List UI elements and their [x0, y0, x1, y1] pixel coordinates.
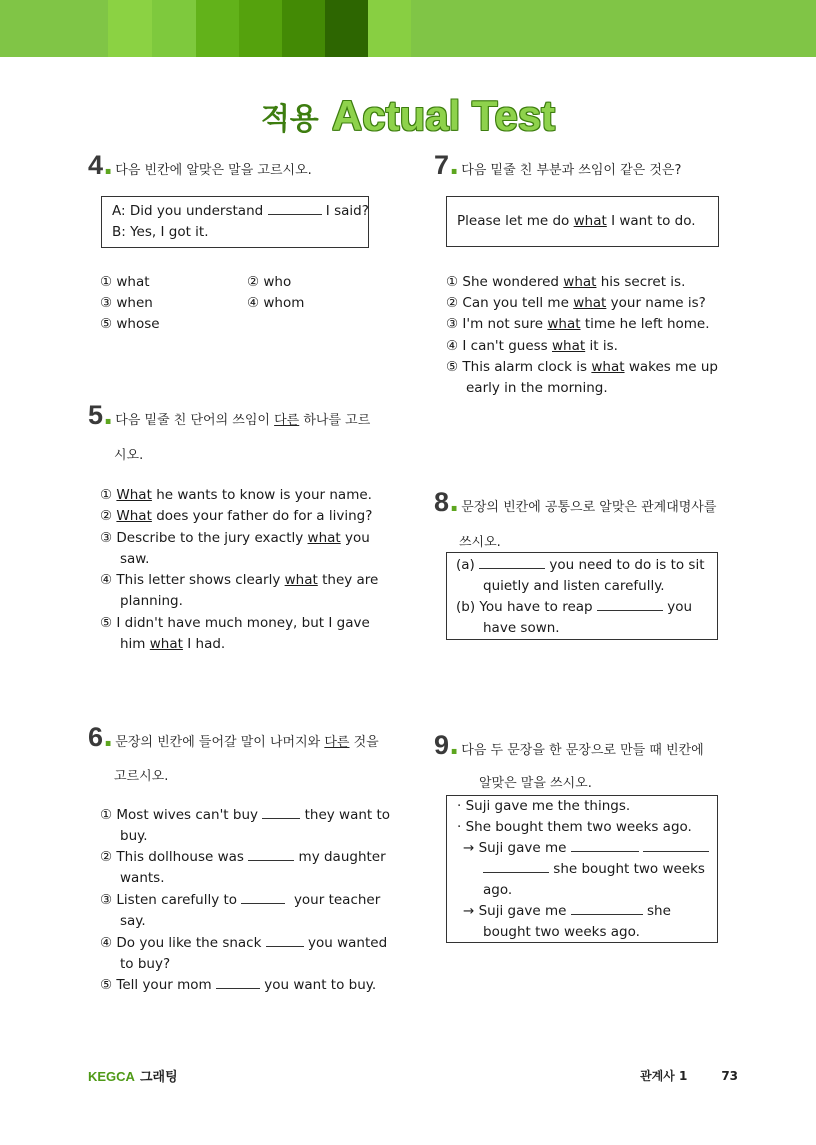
- question-9-sentence-box: · Suji gave me the things. · She bought them two weeks ago. → Suji gave me she bought two weeks ago. → Suji gave me she bought two weeks ago.: [446, 795, 718, 943]
- dialog-line-a: A: Did you understand: [112, 203, 264, 219]
- answer-blank: [483, 859, 549, 873]
- underlined-word: what: [573, 213, 607, 229]
- question-6-header: [88, 722, 379, 753]
- question-number: 5: [88, 400, 104, 430]
- bar-segment: [239, 0, 282, 57]
- prompt-underlined: 다른: [274, 413, 300, 428]
- answer-blank: [571, 838, 639, 852]
- option-2[interactable]: ② who: [247, 274, 292, 290]
- option-1[interactable]: ① what: [100, 274, 150, 290]
- prompt-line-2: 알맞은 말을 쓰시오.: [479, 776, 592, 791]
- number-dot: .: [449, 150, 460, 181]
- question-number: 7: [434, 150, 450, 180]
- option-1[interactable]: ① Most wives can't buy they want to buy.: [100, 807, 391, 845]
- option-3[interactable]: ③ Describe to the jury exactly what you saw.: [100, 530, 370, 568]
- option-2[interactable]: ② Can you tell me what your name is?: [446, 295, 706, 311]
- option-4[interactable]: ④ This letter shows clearly what they are planning.: [100, 572, 379, 610]
- question-number: 8: [434, 487, 450, 517]
- page-title: [0, 92, 816, 140]
- number-dot: .: [103, 400, 114, 431]
- header-color-bar: [0, 0, 816, 57]
- answer-blank: [266, 933, 304, 947]
- question-7-header: [434, 150, 681, 181]
- footer-brand: [88, 1066, 178, 1085]
- question-prompt: 다음 밑줄 친 단어의 쓰임이: [115, 413, 270, 428]
- bar-segment: [411, 0, 816, 57]
- answer-blank: [571, 901, 643, 915]
- option-5[interactable]: ⑤ whose: [100, 316, 160, 332]
- bar-segment: [196, 0, 239, 57]
- question-8-sentence-box: (a) you need to do is to sit quietly and listen carefully. (b) You have to reap you have sown.: [446, 552, 718, 640]
- answer-blank: [248, 847, 294, 861]
- book-title: 그래팅: [139, 1070, 178, 1085]
- number-dot: .: [449, 487, 460, 518]
- option-1[interactable]: ① She wondered what his secret is.: [446, 274, 686, 290]
- number-dot: .: [103, 150, 114, 181]
- question-prompt: 다음 빈칸에 알맞은 말을 고르시오.: [115, 163, 312, 178]
- answer-blank: [597, 597, 663, 611]
- question-number: 4: [88, 150, 104, 180]
- bar-segment: [325, 0, 368, 57]
- question-5: [88, 400, 370, 431]
- question-4-header: [88, 150, 312, 181]
- footer-page-info: [640, 1067, 738, 1084]
- prompt-line-2: 고르시오.: [114, 769, 169, 784]
- prompt-end: 하나를 고르: [303, 413, 371, 428]
- question-9-header: [434, 730, 704, 761]
- bar-segment: [282, 0, 325, 57]
- question-6: [88, 722, 379, 753]
- page-number: 73: [721, 1069, 739, 1083]
- number-dot: .: [103, 722, 114, 753]
- dialog-line-b: B: Yes, I got it.: [112, 224, 209, 240]
- dialog-line-a-end: I said?: [325, 203, 369, 219]
- option-1[interactable]: ① What he wants to know is your name.: [100, 487, 372, 503]
- question-8: [434, 487, 716, 518]
- question-9: [434, 730, 704, 761]
- question-8-header: [434, 487, 716, 518]
- option-2[interactable]: ② This dollhouse was my daughter wants.: [100, 849, 386, 887]
- option-4[interactable]: ④ whom: [247, 295, 305, 311]
- option-3[interactable]: ③ Listen carefully to your teacher say.: [100, 892, 381, 930]
- bar-segment: [152, 0, 196, 57]
- option-3[interactable]: ③ I'm not sure what time he left home.: [446, 316, 710, 332]
- prompt-underlined: 다른: [324, 735, 350, 750]
- bar-segment: [368, 0, 411, 57]
- prompt-line-2: 쓰시오.: [459, 535, 501, 550]
- question-5-header: [88, 400, 370, 431]
- option-2[interactable]: ② What does your father do for a living?: [100, 508, 373, 524]
- option-5[interactable]: ⑤ I didn't have much money, but I gave him what I had.: [100, 615, 370, 653]
- prompt-line-2: 시오.: [114, 448, 144, 463]
- brand-logo: KEGCA: [88, 1069, 135, 1084]
- bar-segment: [108, 0, 152, 57]
- question-number: 9: [434, 730, 450, 760]
- answer-blank: [216, 975, 260, 989]
- question-4: [88, 150, 312, 181]
- question-number: 6: [88, 722, 104, 752]
- question-prompt: 다음 두 문장을 한 문장으로 만들 때 빈칸에: [461, 743, 704, 758]
- question-prompt: 문장의 빈칸에 들어갈 말이 나머지와: [115, 735, 321, 750]
- question-4-dialog-box: [101, 196, 369, 248]
- answer-blank: [268, 201, 322, 215]
- option-4[interactable]: ④ I can't guess what it is.: [446, 338, 618, 354]
- option-5[interactable]: ⑤ This alarm clock is what wakes me up early in the morning.: [446, 359, 718, 397]
- answer-blank: [479, 555, 545, 569]
- question-prompt: 다음 밑줄 친 부분과 쓰임이 같은 것은?: [461, 163, 682, 178]
- title-korean: 적용: [260, 102, 319, 137]
- chapter-label: 관계사 1: [640, 1069, 688, 1083]
- question-7-sentence-box: Please let me do what I want to do.: [446, 196, 719, 247]
- number-dot: .: [449, 730, 460, 761]
- answer-blank: [643, 838, 709, 852]
- option-5[interactable]: ⑤ Tell your mom you want to buy.: [100, 977, 377, 993]
- title-english: Actual Test: [331, 92, 556, 139]
- answer-blank: [262, 805, 300, 819]
- bar-segment: [0, 0, 108, 57]
- answer-blank: [241, 890, 285, 904]
- option-3[interactable]: ③ when: [100, 295, 153, 311]
- question-7: [434, 150, 681, 181]
- option-4[interactable]: ④ Do you like the snack you wanted to buy?: [100, 935, 388, 973]
- prompt-end: 것을: [353, 735, 379, 750]
- question-prompt: 문장의 빈칸에 공통으로 알맞은 관계대명사를: [461, 500, 717, 515]
